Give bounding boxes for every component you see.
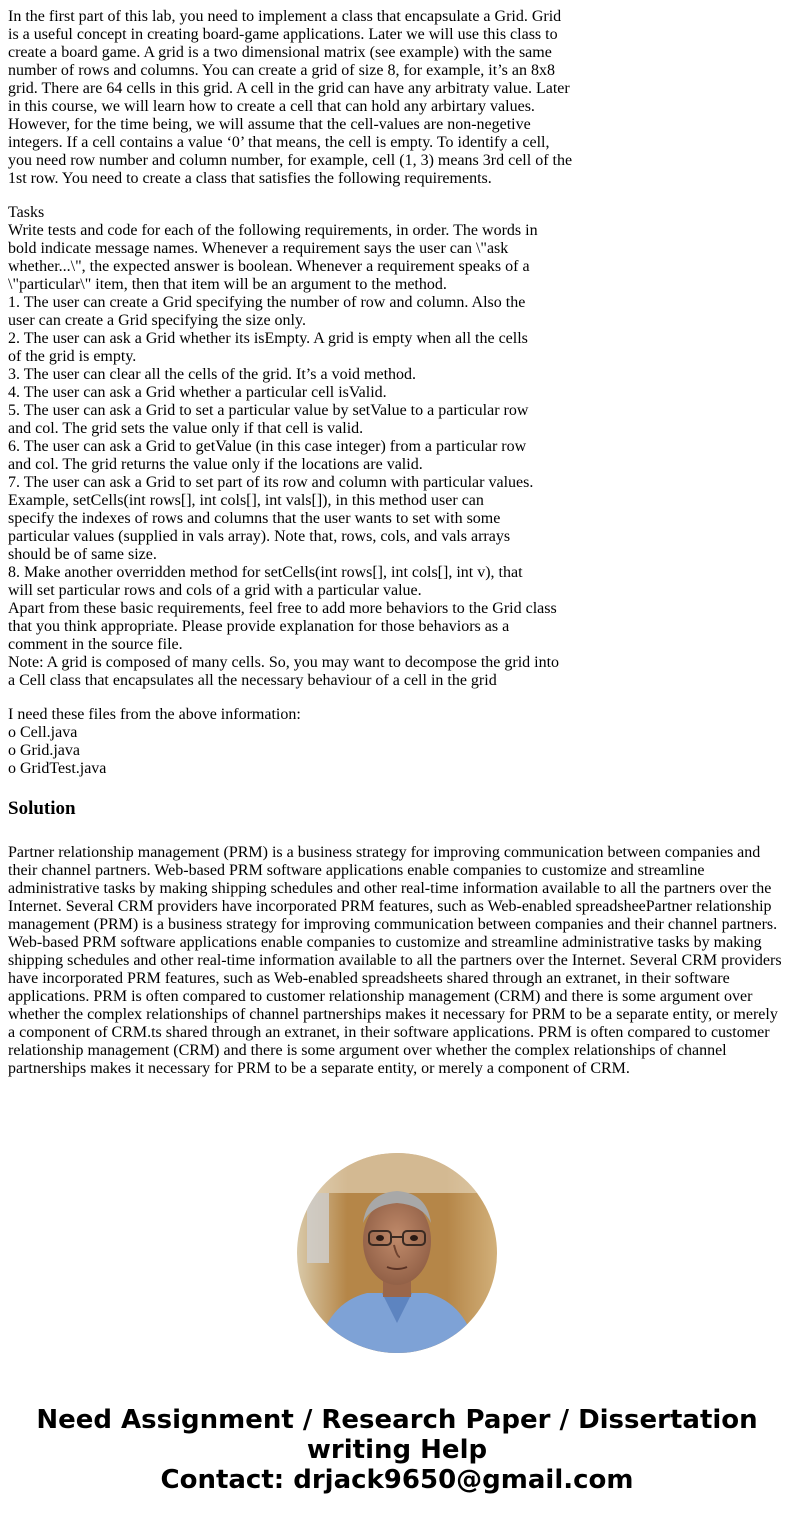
- author-photo: [297, 1153, 497, 1353]
- requirement-line: 8. Make another overridden method for setCells(int rows[], int cols[], int v), that: [8, 564, 523, 581]
- tasks-line: whether...\", the expected answer is boolean. Whenever a requirement speaks of a: [8, 258, 530, 275]
- requirement-line: 5. The user can ask a Grid to set a particular value by setValue to a particular row: [8, 402, 529, 419]
- tasks-section: [8, 204, 786, 690]
- requirement-line: particular values (supplied in vals array). Note that, rows, cols, and vals arrays: [8, 528, 511, 545]
- contact-email: Contact: drjack9650@gmail.com: [160, 1465, 634, 1495]
- requirement-line: of the grid is empty.: [8, 348, 137, 365]
- intro-line: grid. There are 64 cells in this grid. A cell in the grid can have any arbitraty value. Later: [8, 80, 570, 97]
- intro-line: number of rows and columns. You can create a grid of size 8, for example, it’s an 8x8: [8, 62, 555, 79]
- tasks-line: that you think appropriate. Please provide explanation for those behaviors as a: [8, 618, 510, 635]
- tasks-line: bold indicate message names. Whenever a requirement says the user can \"ask: [8, 240, 509, 257]
- intro-line: 1st row. You need to create a class that satisfies the following requirements.: [8, 170, 492, 187]
- author-photo-portrait-icon: [297, 1153, 497, 1353]
- intro-line: in this course, we will learn how to create a cell that can hold any arbirtary values.: [8, 98, 535, 115]
- document-body: [8, 8, 786, 1078]
- intro-line: is a useful concept in creating board-game applications. Later we will use this class to: [8, 26, 558, 43]
- file-item: o Grid.java: [8, 742, 80, 759]
- requirement-line: will set particular rows and cols of a grid with a particular value.: [8, 582, 422, 599]
- tasks-line: Apart from these basic requirements, feel free to add more behaviors to the Grid class: [8, 600, 557, 617]
- requirement-line: user can create a Grid specifying the size only.: [8, 312, 306, 329]
- intro-line: However, for the time being, we will assume that the cell-values are non-negetive: [8, 116, 531, 133]
- requirement-line: Example, setCells(int rows[], int cols[], int vals[]), in this method user can: [8, 492, 484, 509]
- file-item: o GridTest.java: [8, 760, 107, 777]
- intro-line: you need row number and column number, for example, cell (1, 3) means 3rd cell of the: [8, 152, 573, 169]
- intro-line: integers. If a cell contains a value ‘0’ that means, the cell is empty. To identify a cell,: [8, 134, 550, 151]
- file-item: o Cell.java: [8, 724, 78, 741]
- tasks-line: Note: A grid is composed of many cells. So, you may want to decompose the grid into: [8, 654, 560, 671]
- intro-line: create a board game. A grid is a two dimensional matrix (see example) with the same: [8, 44, 552, 61]
- promo-line: Need Assignment / Research Paper / Dissertation: [36, 1405, 758, 1435]
- tasks-line: Write tests and code for each of the following requirements, in order. The words in: [8, 222, 538, 239]
- tasks-line: comment in the source file.: [8, 636, 183, 653]
- intro-paragraph: [8, 8, 786, 188]
- solution-text: Partner relationship management (PRM) is a business strategy for improving communication between companies and their channel partners. Web-based PRM software applications enable companies to customize and streamline administrative tasks by making shipping schedules and other real-time information available to all the partners over the Internet. Several CRM providers have incorporated PRM features, such as Web-enabled spreadsheePartner relationship management (PRM) is a business strategy for improving communication between companies and their channel partners. Web-based PRM software applications enable companies to customize and streamline administrative tasks by making shipping schedules and other real-time information available to all the partners over the Internet. Several CRM providers have incorporated PRM features, such as Web-enabled spreadsheets shared through an extranet, in their software applications. PRM is often compared to customer relationship management (CRM) and there is some argument over whether the complex relationships of channel partnerships makes it necessary for PRM to be a separate entity, or merely a component of CRM.ts shared through an extranet, in their software applications. PRM is often compared to customer relationship management (CRM) and there is some argument over whether the complex relationships of channel partnerships makes it necessary for PRM to be a separate entity, or merely a component of CRM.: [8, 844, 782, 1077]
- requirement-line: 6. The user can ask a Grid to getValue (in this case integer) from a particular row: [8, 438, 527, 455]
- promo-line: writing Help: [306, 1435, 488, 1465]
- requirement-line: 2. The user can ask a Grid whether its isEmpty. A grid is empty when all the cells: [8, 330, 528, 347]
- requirement-line: 4. The user can ask a Grid whether a particular cell isValid.: [8, 384, 387, 401]
- requirement-line: and col. The grid sets the value only if that cell is valid.: [8, 420, 364, 437]
- files-intro: I need these files from the above information:: [8, 706, 301, 723]
- requirement-line: specify the indexes of rows and columns that the user wants to set with some: [8, 510, 501, 527]
- requirement-line: should be of same size.: [8, 546, 157, 563]
- promo-footer: [0, 1405, 794, 1495]
- requirement-line: 3. The user can clear all the cells of the grid. It’s a void method.: [8, 366, 417, 383]
- tasks-line: a Cell class that encapsulates all the necessary behaviour of a cell in the grid: [8, 672, 497, 689]
- intro-line: In the first part of this lab, you need to implement a class that encapsulate a Grid. Grid: [8, 8, 562, 25]
- requirement-line: 1. The user can create a Grid specifying the number of row and column. Also the: [8, 294, 526, 311]
- files-list: [8, 706, 786, 778]
- solution-heading: Solution: [8, 798, 76, 819]
- tasks-line: \"particular\" item, then that item will be an argument to the method.: [8, 276, 447, 293]
- requirement-line: 7. The user can ask a Grid to set part of its row and column with particular values.: [8, 474, 534, 491]
- requirement-line: and col. The grid returns the value only if the locations are valid.: [8, 456, 423, 473]
- tasks-heading: Tasks: [8, 204, 45, 221]
